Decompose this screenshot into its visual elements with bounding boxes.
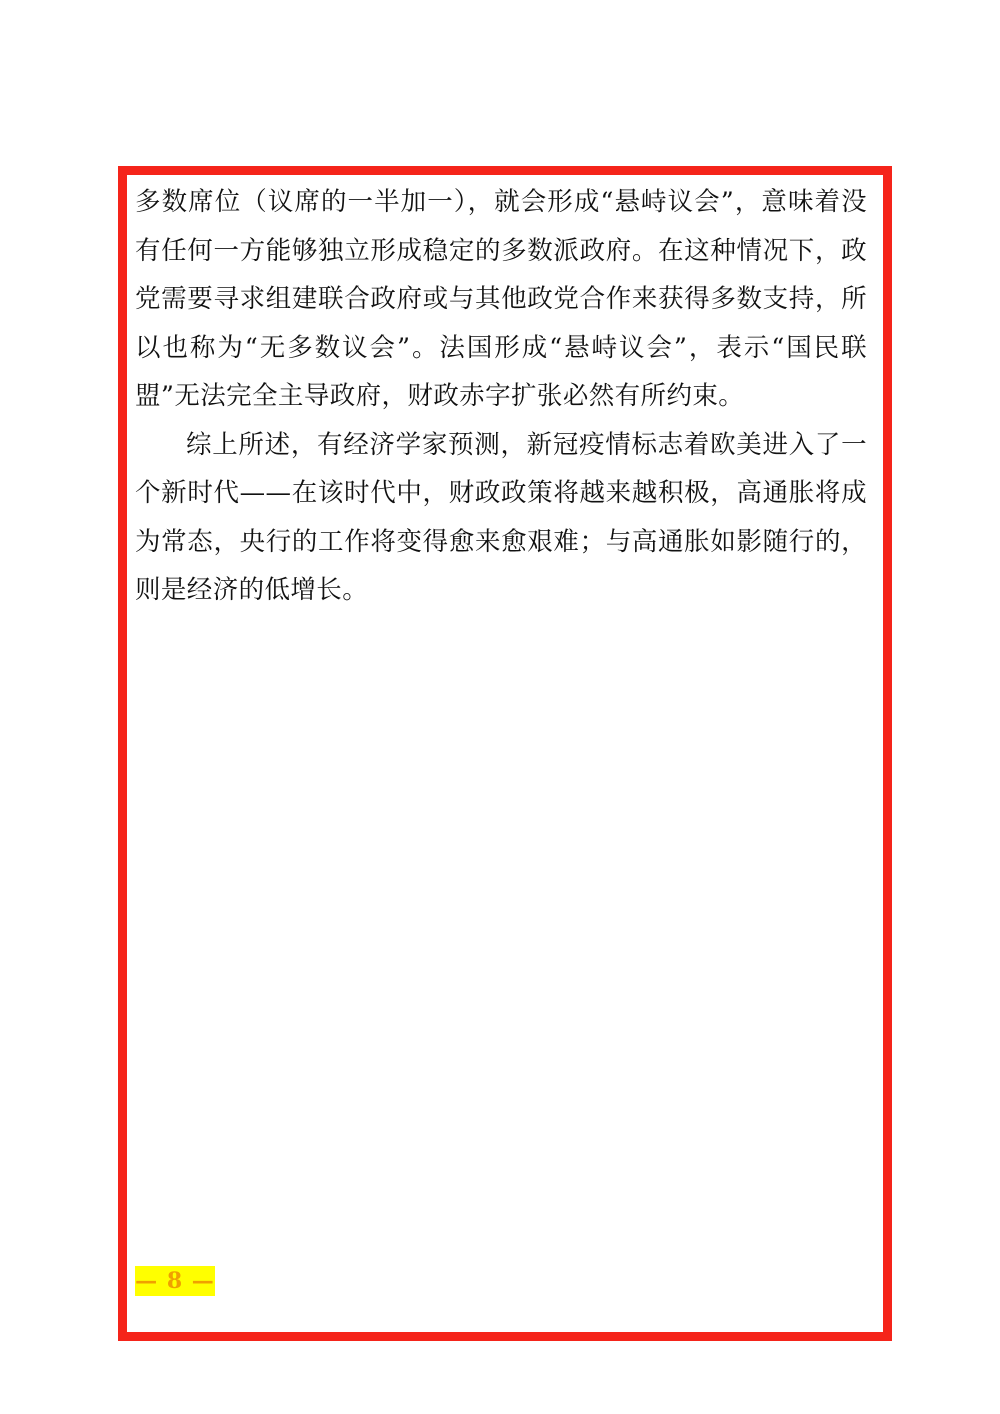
- paragraph-1: 多数席位（议席的一半加一），就会形成“悬峙议会”，意味着没有任何一方能够独立形成稳定的多数派政府。在这种情况下，政党需要寻求组建联合政府或与其他政党合作来获得多数支持，所以也称为“无多数议会”。法国形成“悬峙议会”，表示“国民联盟”无法完全主导政府，财政赤字扩张必然有所约束。: [135, 187, 867, 411]
- page-number: — 8 —: [135, 1268, 215, 1294]
- paragraph-2: 综上所述，有经济学家预测，新冠疫情标志着欧美进入了一个新时代——在该时代中，财政政策将越来越积极，高通胀将成为常态，央行的工作将变得愈来愈艰难；与高通胀如影随行的，则是经济的低增长。: [135, 429, 867, 605]
- document-body: [135, 178, 867, 615]
